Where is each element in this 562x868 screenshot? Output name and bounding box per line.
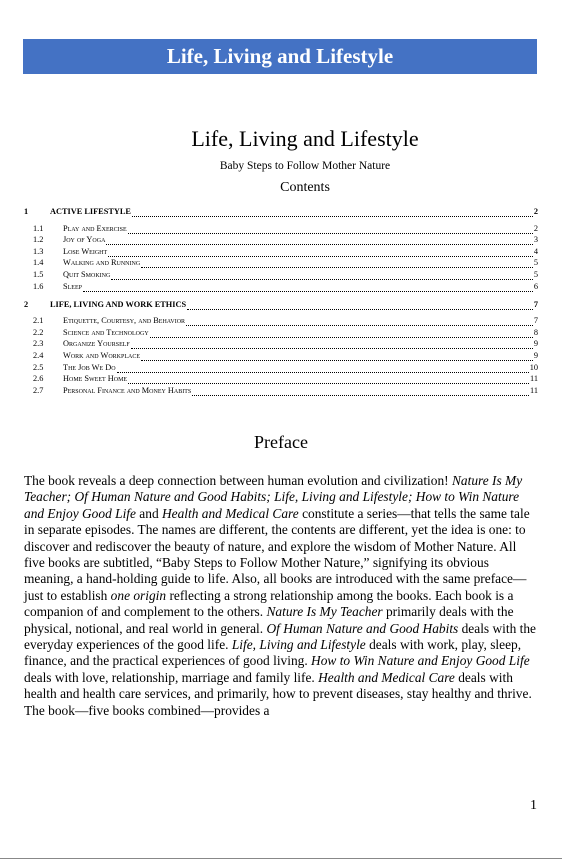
toc-section[interactable] xyxy=(24,373,538,385)
toc-section-page: 4 xyxy=(533,246,538,256)
toc-leader xyxy=(150,330,533,338)
toc-leader xyxy=(111,272,533,280)
toc-leader xyxy=(187,302,533,310)
toc-leader xyxy=(141,260,533,268)
toc-section-label: Sleep xyxy=(63,281,82,291)
preface-text: The book reveals a deep connection between human evolution and civilization! xyxy=(24,473,452,488)
page-number: 1 xyxy=(530,798,537,813)
toc-section-label: Personal Finance and Money Habits xyxy=(63,385,192,395)
toc-section-label: Home Sweet Home xyxy=(63,374,128,384)
preface-text: and xyxy=(135,505,162,521)
toc-chapter-page: 7 xyxy=(533,299,538,309)
toc-section[interactable] xyxy=(24,326,538,338)
toc-section[interactable] xyxy=(24,245,538,257)
toc-section[interactable] xyxy=(24,338,538,350)
toc-section-page: 9 xyxy=(533,339,538,349)
page-bottom-divider xyxy=(0,858,562,859)
toc-leader xyxy=(108,249,533,257)
preface-book-titles: Nature Is My Teacher; Of Human Nature and Good Habits; Life, Living and Lifestyle; How to Win Nature and Enjoy Good Life xyxy=(24,473,523,521)
toc-section-page: 9 xyxy=(533,350,538,360)
toc-section-page: 7 xyxy=(533,316,538,326)
toc-section-page: 11 xyxy=(530,385,538,395)
toc-section[interactable] xyxy=(24,361,538,373)
toc-section-number: 2.2 xyxy=(33,327,44,337)
toc-section[interactable] xyxy=(24,315,538,327)
toc-chapter-label: LIFE, LIVING AND WORK ETHICS xyxy=(50,299,187,309)
toc-leader xyxy=(106,237,532,245)
toc-section-page: 6 xyxy=(533,281,538,291)
document-title: Life, Living and Lifestyle xyxy=(191,126,419,151)
toc-section-label: The Job We Do xyxy=(63,362,116,372)
toc-section[interactable] xyxy=(24,280,538,292)
toc-section-number: 2.1 xyxy=(33,316,44,326)
preface-emphasis: one origin xyxy=(110,587,167,603)
toc-leader xyxy=(117,365,529,373)
toc-section-label: Organize Yourself xyxy=(63,339,130,349)
toc-chapter-page: 2 xyxy=(533,207,538,216)
toc-section[interactable] xyxy=(24,222,538,234)
toc-chapter-label: ACTIVE LIFESTYLE xyxy=(50,207,131,216)
toc-section-number: 1.1 xyxy=(33,223,44,233)
preface-text: deals with love, relationship, marriage and family life. xyxy=(24,669,319,685)
toc-section-page: 11 xyxy=(530,374,538,384)
toc-section-number: 2.4 xyxy=(33,350,44,360)
toc-section-page: 8 xyxy=(533,327,538,337)
toc-section[interactable] xyxy=(24,384,538,396)
toc-section[interactable] xyxy=(24,268,538,280)
toc-section-page: 5 xyxy=(533,258,538,268)
toc-leader xyxy=(128,226,533,234)
toc-section-number: 1.2 xyxy=(33,235,44,245)
toc-section-page: 10 xyxy=(529,362,538,372)
toc-chapter-number: 1 xyxy=(24,207,29,216)
toc-section[interactable] xyxy=(24,349,538,361)
toc-section-number: 2.7 xyxy=(33,385,44,395)
preface-book-title: Nature Is My Teacher xyxy=(266,604,383,620)
toc-section-number: 2.5 xyxy=(33,362,44,372)
toc-chapter-number: 2 xyxy=(24,299,29,309)
toc-section[interactable] xyxy=(24,257,538,269)
toc-leader xyxy=(132,209,533,217)
preface-paragraph xyxy=(24,473,538,719)
toc-leader xyxy=(186,318,533,326)
preface-book-title: Health and Medical Care xyxy=(318,669,455,685)
header-banner xyxy=(23,39,537,74)
toc-section-page: 2 xyxy=(533,223,538,233)
preface-text: deals with the everyday experiences of the good life. xyxy=(24,620,536,653)
toc-section[interactable] xyxy=(24,234,538,246)
contents-heading: Contents xyxy=(280,180,330,195)
preface-text: reflecting a strong relationship among the books. Each book is a companion of and complement to the others. xyxy=(24,587,514,620)
toc-section-label: Work and Workplace xyxy=(63,350,140,360)
toc-leader xyxy=(141,353,533,361)
banner-title: Life, Living and Lifestyle xyxy=(166,44,394,68)
toc-section-label: Science and Technology xyxy=(63,327,149,337)
preface-book-title: How to Win Nature and Enjoy Good Life xyxy=(311,653,530,669)
toc-chapter-2[interactable] xyxy=(24,298,538,310)
toc-section-label: Joy of Yoga xyxy=(63,235,106,245)
preface-text: deals with work, play, sleep, finance, and the practical experiences of good living. xyxy=(24,637,522,669)
toc-leader xyxy=(128,376,529,384)
toc-section-number: 1.3 xyxy=(33,246,44,256)
toc-section-number: 1.5 xyxy=(33,269,44,279)
toc-leader xyxy=(83,284,533,292)
toc-section-label: Lose Weight xyxy=(63,246,108,256)
toc-section-label: Etiquette, Courtesy, and Behavior xyxy=(63,316,186,326)
preface-heading: Preface xyxy=(254,432,308,452)
toc-leader xyxy=(192,388,529,396)
preface-book-title: Of Human Nature and Good Habits xyxy=(266,620,459,636)
toc-section-label: Quit Smoking xyxy=(63,269,111,279)
preface-text: primarily deals with the physical, notional, and real world in general. xyxy=(24,604,514,636)
preface-text: constitute a series—that tells the same tale in separate episodes. The names are different, the contents are different, yet the idea is one: to discover and rediscover the beauty of nature, and explore the wisdom of Mother Nature. All five books are subtitled, “Baby Steps to Follow Mother Nature,” signifying its obvious meaning, a hand-holding guide to life. Also, all books are introduced with the same preface—just to establish xyxy=(24,505,530,603)
preface-text: deals with health and health care services, and primarily, how to prevent diseases, stay healthy and thrive. The book—five books combined—provides a xyxy=(24,669,532,718)
document-subtitle: Baby Steps to Follow Mother Nature xyxy=(219,160,391,172)
toc-section-page: 3 xyxy=(533,235,538,245)
toc-section-number: 1.4 xyxy=(33,258,44,268)
toc-section-number: 2.6 xyxy=(33,374,44,384)
toc-chapter-1[interactable] xyxy=(24,205,538,217)
toc-section-label: Play and Exercise xyxy=(63,223,127,233)
toc-section-number: 2.3 xyxy=(33,339,44,349)
preface-book-title: Life, Living and Lifestyle xyxy=(231,637,366,653)
table-of-contents xyxy=(24,205,538,396)
toc-section-page: 5 xyxy=(533,269,538,279)
toc-section-number: 1.6 xyxy=(33,281,44,291)
toc-section-label: Walking and Running xyxy=(63,258,141,268)
preface-book-title: Health and Medical Care xyxy=(161,505,299,521)
toc-leader xyxy=(131,341,533,349)
